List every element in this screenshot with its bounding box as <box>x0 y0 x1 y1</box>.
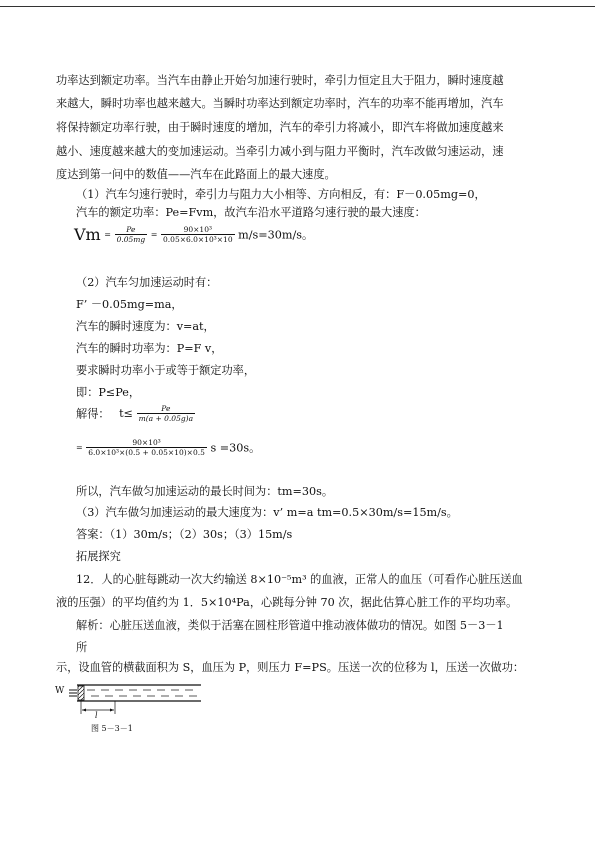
equation-t-inequality <box>76 404 195 423</box>
part2-conclusion: 所以，汽车做匀加速运动的最长时间为：tm=30s。 <box>76 485 334 498</box>
w-label: W <box>55 686 65 696</box>
figure-caption: 图 5－3－1 <box>91 724 133 733</box>
t-result: s =30s。 <box>210 441 261 455</box>
part2-eq1: F’ －0.05mg=ma， <box>76 298 183 311</box>
q12-line2: 液的压强）的平均值约为 1．5×10⁴Pa，心跳每分钟 70 次，据此估算心脏工作的平均功率。 <box>56 596 518 609</box>
fraction-t-symbolic: $\frac{Pe}{m(a + 0.05g)a}$ <box>138 404 194 423</box>
vm-symbol: Vm <box>74 225 101 244</box>
equation-vm: Vm = $\frac{Pe}{0.05mg}$ = $\frac{\text{90×10³}}{\text{0.05×6.0×10³×10}}$ m/s=30m/s。 <box>74 225 314 244</box>
text-line: 越小、速度越来越大的变加速运动。当牵引力减小到与阻力平衡时，汽车改做匀速运动，速 <box>56 145 504 158</box>
pipe-diagram <box>55 682 205 724</box>
section-heading: 拓展探究 <box>76 550 121 563</box>
solve-label: 解得： <box>76 407 110 421</box>
fraction-pe-over-005mg: $\frac{Pe}{0.05mg}$ <box>116 225 146 244</box>
text-line: 度达到第一问中的数值——汽车在此路面上的最大速度。 <box>56 168 336 181</box>
t-leq: t≤ <box>119 407 134 420</box>
piston-shape <box>78 686 84 700</box>
part2-eq2: 汽车的瞬时速度为：v=at， <box>76 320 215 333</box>
part2-title: （2）汽车匀加速运动时有： <box>76 276 218 289</box>
fraction-t-numeric: $\frac{\text{90×10³}}{\text{6.0×10³×(0.5 + 0.05×10)×0.5}}$ <box>88 438 205 457</box>
text-line: 功率达到额定功率。当汽车由静止开始匀加速行驶时，牵引力恒定且大于阻力，瞬时速度越 <box>56 74 504 87</box>
text-line: 将保持额定功率行驶，由于瞬时速度的增加，汽车的牵引力将减小，即汽车将做加速度越来 <box>56 121 504 134</box>
answer-line: 答案：（1）30m/s；（2）30s；（3）15m/s <box>76 528 293 541</box>
analysis-line2: 所 <box>76 641 88 654</box>
part2-eq4: 要求瞬时功率小于或等于额定功率， <box>76 364 256 377</box>
l-label: l <box>95 711 98 720</box>
equation-t-numeric: = $\frac{\text{90×10³}}{\text{6.0×10³×(0.5 + 0.05×10)×0.5}}$ s =30s。 <box>76 438 261 457</box>
q12-line1: 12．人的心脏每跳动一次大约输送 8×10⁻⁵m³ 的血液，正常人的血压（可看作心脏压送血 <box>76 573 523 586</box>
vm-result: m/s=30m/s。 <box>238 228 314 242</box>
page-top-rule <box>0 6 595 7</box>
part1-line1: （1）汽车匀速行驶时，牵引力与阻力大小相等、方向相反，有：F－0.05mg=0， <box>76 188 486 201</box>
analysis-line3: 示，设血管的横截面积为 S，血压为 P，则压力 F=PS。压送一次的位移为 l，压送一次做功： <box>56 661 525 674</box>
figure-5-3-1 <box>55 682 205 742</box>
part1-line2: 汽车的额定功率：Pe=Fvm，故汽车沿水平道路匀速行驶的最大速度： <box>76 206 426 219</box>
part2-eq5: 即：P≤Pe， <box>76 386 141 399</box>
part2-eq3: 汽车的瞬时功率为：P=F v， <box>76 342 223 355</box>
part3-line: （3）汽车做匀加速运动的最大速度为：v’ m=a tm=0.5×30m/s=15m/s。 <box>76 506 458 519</box>
analysis-line1: 解析：心脏压送血液，类似于活塞在圆柱形管道中推动液体做功的情况。如图 5－3－1 <box>76 619 504 632</box>
text-line: 来越大，瞬时功率也越来越大。当瞬时功率达到额定功率时，汽车的功率不能再增加，汽车 <box>56 97 504 110</box>
fraction-numeric-vm: $\frac{\text{90×10³}}{\text{0.05×6.0×10³×10}}$ <box>163 225 233 244</box>
